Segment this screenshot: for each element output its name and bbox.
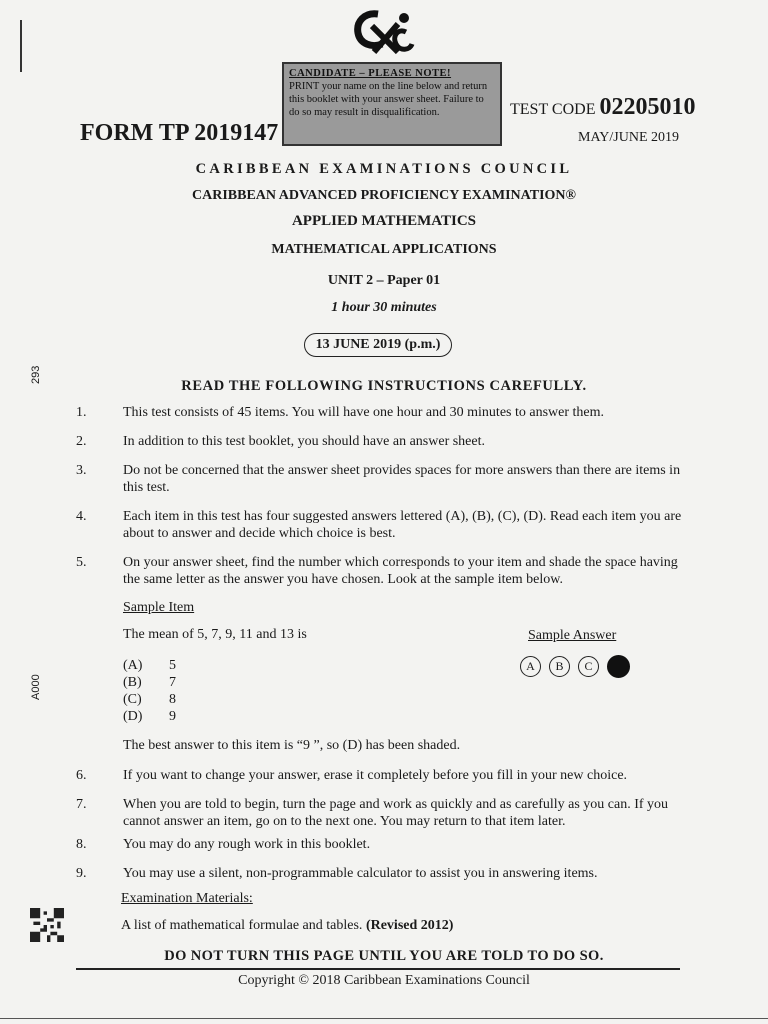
item-text: When you are told to begin, turn the page and work as quickly and as carefully as you can. If you cannot answer an item, go on to the next one. You may return to that item later. [123, 797, 669, 829]
option-letter: (C) [123, 692, 142, 707]
do-not-turn-warning: DO NOT TURN THIS PAGE UNTIL YOU ARE TOLD TO DO SO. [164, 948, 604, 964]
item-number: 2. [76, 434, 87, 449]
sample-question: The mean of 5, 7, 9, 11 and 13 is [123, 627, 307, 642]
item-text: You may use a silent, non-programmable calculator to assist you in answering items. [123, 866, 598, 881]
test-code-value: 02205010 [599, 94, 696, 120]
materials-text [121, 918, 453, 934]
side-mark-top: 293 [30, 365, 42, 384]
option-value: 9 [169, 709, 176, 724]
answer-bubble-b: B [549, 656, 570, 677]
item-text: On your answer sheet, find the number which corresponds to your item and shade the space having the same letter as the answer you have chosen. Look at the sample item below. [123, 555, 678, 587]
paper-name: UNIT 2 – Paper 01 [327, 273, 441, 288]
barcode-icon [30, 908, 64, 942]
test-code [510, 94, 695, 121]
exam-session: MAY/JUNE 2019 [578, 130, 679, 145]
item-number: 1. [76, 405, 87, 420]
option-letter: (B) [123, 675, 142, 690]
notice-heading: CANDIDATE – PLEASE NOTE! [289, 68, 452, 79]
footer-divider [76, 968, 680, 970]
materials-revised: (Revised 2012) [365, 918, 454, 933]
item-number: 7. [76, 797, 87, 812]
option-letter: (A) [123, 658, 143, 673]
item-number: 8. [76, 837, 87, 852]
item-number: 9. [76, 866, 87, 881]
exam-duration: 1 hour 30 minutes [331, 300, 437, 315]
item-text: If you want to change your answer, erase it completely before you fill in your new choice. [123, 768, 628, 783]
margin-mark [20, 20, 22, 72]
materials-label: Examination Materials: [121, 891, 253, 906]
item-number: 3. [76, 463, 87, 478]
item-text: In addition to this test booklet, you should have an answer sheet. [123, 434, 485, 449]
option-value: 5 [169, 658, 176, 673]
answer-bubble-c: C [578, 656, 599, 677]
test-code-label: TEST CODE [510, 101, 596, 118]
answer-bubble-a: A [520, 656, 541, 677]
exam-name: CARIBBEAN ADVANCED PROFICIENCY EXAMINATION® [192, 188, 576, 203]
item-number: 5. [76, 555, 87, 570]
answer-bubble-d-shaded [607, 655, 630, 678]
sample-answer-bubbles [520, 655, 634, 677]
form-code: FORM TP 2019147 [80, 120, 279, 146]
cxc-logo [348, 8, 418, 58]
item-number: 6. [76, 768, 87, 783]
option-letter: (D) [123, 709, 143, 724]
option-row [123, 708, 176, 725]
instructions-heading: READ THE FOLLOWING INSTRUCTIONS CAREFULLY. [181, 378, 587, 394]
module-name: MATHEMATICAL APPLICATIONS [271, 242, 497, 257]
council-name: CARIBBEAN EXAMINATIONS COUNCIL [195, 161, 573, 177]
item-text: Each item in this test has four suggested answers lettered (A), (B), (C), (D). Read each item you are about to answer and decide which choice is best. [123, 509, 682, 541]
option-row [123, 657, 176, 674]
sample-item-label: Sample Item [123, 600, 195, 615]
copyright: Copyright © 2018 Caribbean Examinations Council [238, 973, 530, 988]
sample-answer-label: Sample Answer [528, 628, 617, 643]
item-number: 4. [76, 509, 87, 524]
option-row [123, 691, 176, 708]
exam-date: 13 JUNE 2019 (p.m.) [304, 333, 452, 357]
materials-description: A list of mathematical formulae and tables. [121, 918, 363, 933]
side-mark-bottom: A000 [30, 674, 42, 700]
sample-options [123, 657, 176, 725]
option-value: 8 [169, 692, 176, 707]
best-answer-note: The best answer to this item is “9 ”, so (D) has been shaded. [123, 738, 461, 753]
option-row [123, 674, 176, 691]
item-text: Do not be concerned that the answer sheet provides spaces for more answers than there are items in this test. [123, 463, 681, 495]
item-text: This test consists of 45 items. You will have one hour and 30 minutes to answer them. [123, 405, 605, 420]
item-text: You may do any rough work in this booklet. [123, 837, 371, 852]
candidate-notice-box [282, 62, 502, 146]
notice-text: PRINT your name on the line below and return this booklet with your answer sheet. Failure to do so may result in disqualification. [289, 81, 488, 118]
option-value: 7 [169, 675, 176, 690]
page-bottom-edge [0, 1018, 768, 1019]
subject-name: APPLIED MATHEMATICS [291, 213, 477, 229]
